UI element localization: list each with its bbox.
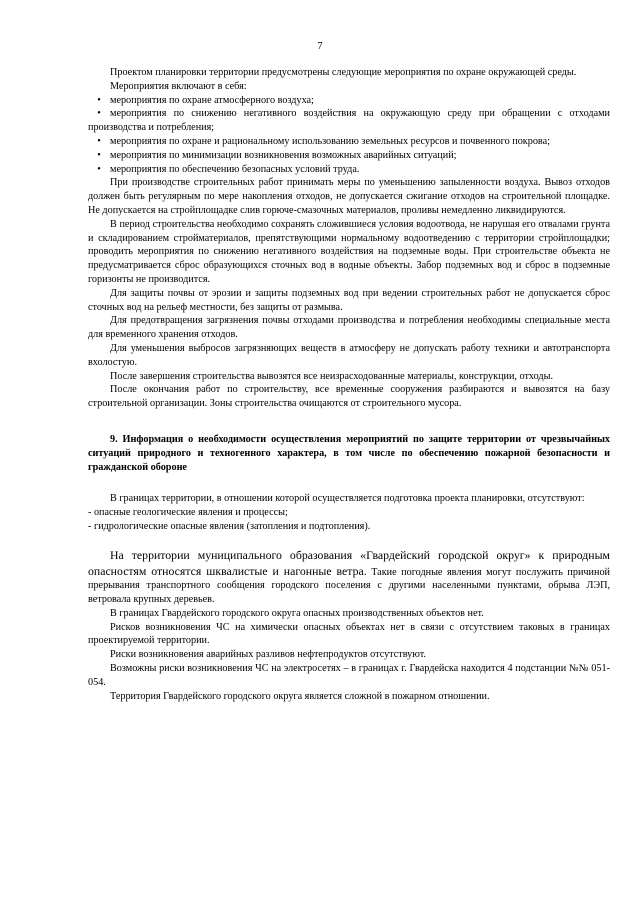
section-paragraph: Риски возникновения аварийных разливов нефтепродуктов отсутствуют. [110,649,426,661]
bullet-icon: • [97,108,101,120]
body-paragraph: После окончания работ по строительству, все временные сооружения разбираются и вывозятся на базу строительной организации. Зоны строительства очищаются от строительного мусора. [88,384,610,410]
section-paragraph: Территория Гвардейского городского округа является сложной в пожарном отношении. [110,690,490,702]
body-paragraph: При производстве строительных работ принимать меры по уменьшению запыленности воздуха. Вывоз отходов должен быть регулярным по мере накопления отходов, не допускается сжигание отходов на строительной площадке. Не допускается на стройплощадке слив горюче-смазочных материалов, проливы немедленно ликвидируются. [88,177,610,216]
bullet-item: • мероприятия по охране и рациональному использованию земельных ресурсов и почвенного покрова; [88,135,610,149]
body-paragraph: Для уменьшения выбросов загрязняющих веществ в атмосферу не допускать работу техники и автотранспорта вхолостую. [88,342,610,368]
section-paragraph: В границах Гвардейского городского округа опасных производственных объектов нет. [110,607,484,619]
page-content [88,66,610,703]
section-heading: 9. Информация о необходимости осуществления мероприятий по защите территории от чрезвычайных ситуаций природного и техногенного характера, в том числе по обеспечению пожарной безопасности и гражданской обороне [88,433,610,473]
page-number: 7 [317,41,323,52]
section-paragraph: В границах территории, в отношении которой осуществляется подготовка проекта планировки, отсутствуют: [110,493,585,505]
section-paragraph: Возможны риски возникновения ЧС на электросетях – в границах г. Гвардейска находится 4 подстанции №№ 051-054. [88,663,610,688]
bullet-item: • мероприятия по обеспечению безопасных условий труда. [88,163,610,177]
intro-list-lead: Мероприятия включают в себя: [110,80,247,92]
intro-paragraph: Проектом планировки территории предусмотрены следующие мероприятия по охране окружающей среды. [110,67,577,78]
bullet-icon: • [97,94,101,106]
hazard-item: - опасные геологические явления и процессы; [88,507,288,519]
body-paragraph: В период строительства необходимо сохранять сложившиеся условия водоотвода, не нарушая его отвалами грунта и складированием стройматериалов, препятствующими нормальному водоотведению с территории стройплощадки; проводить мероприятия по снижению негативного воздействия на подземные воды. При строительстве объекта не предусматривается сброс образующихся сточных вод в водные объекты. Забор подземных вод и сброс в подземные горизонты не производится. [88,218,610,285]
body-paragraph: Для защиты почвы от эрозии и защиты подземных вод при ведении строительных работ не допускается сброс сточных вод на рельеф местности, без защиты от размыва. [88,287,610,313]
spacer [88,534,610,548]
bullet-icon: • [97,163,101,175]
section-paragraph: Рисков возникновения ЧС на химически опасных объектах нет в связи с отсутствием таковых в границах проектируемой территории. [88,621,610,647]
hazard-item: - гидрологические опасные явления (затопления и подтопления). [88,520,371,532]
bullet-item: • мероприятия по охране атмосферного воздуха; [88,94,610,108]
bullet-icon: • [97,135,101,147]
body-paragraph: Для предотвращения загрязнения почвы отходами производства и потребления необходимы специальные места для временного хранения отходов. [88,315,610,341]
bullet-item: • мероприятия по снижению негативного воздействия на окружающую среду при обращении с отходами производства и потребления; [88,108,610,134]
bullet-item: • мероприятия по минимизации возникновения возможных аварийных ситуаций; [88,149,610,163]
natural-hazards-paragraph: На территории муниципального образования «Гвардейский городской округ» к природным опасностям относятся шквалистые и нагонные ветра. Такие погодные явления могут послужить причиной прерывания транспортного сообщения городского поселения с другими населенными пунктами, обрыва ЛЭП, ветровала крупных деревьев. [88,547,610,606]
bullet-icon: • [97,149,101,161]
body-paragraph: После завершения строительства вывозятся все неизрасходованные материалы, конструкции, отходы. [110,370,554,382]
